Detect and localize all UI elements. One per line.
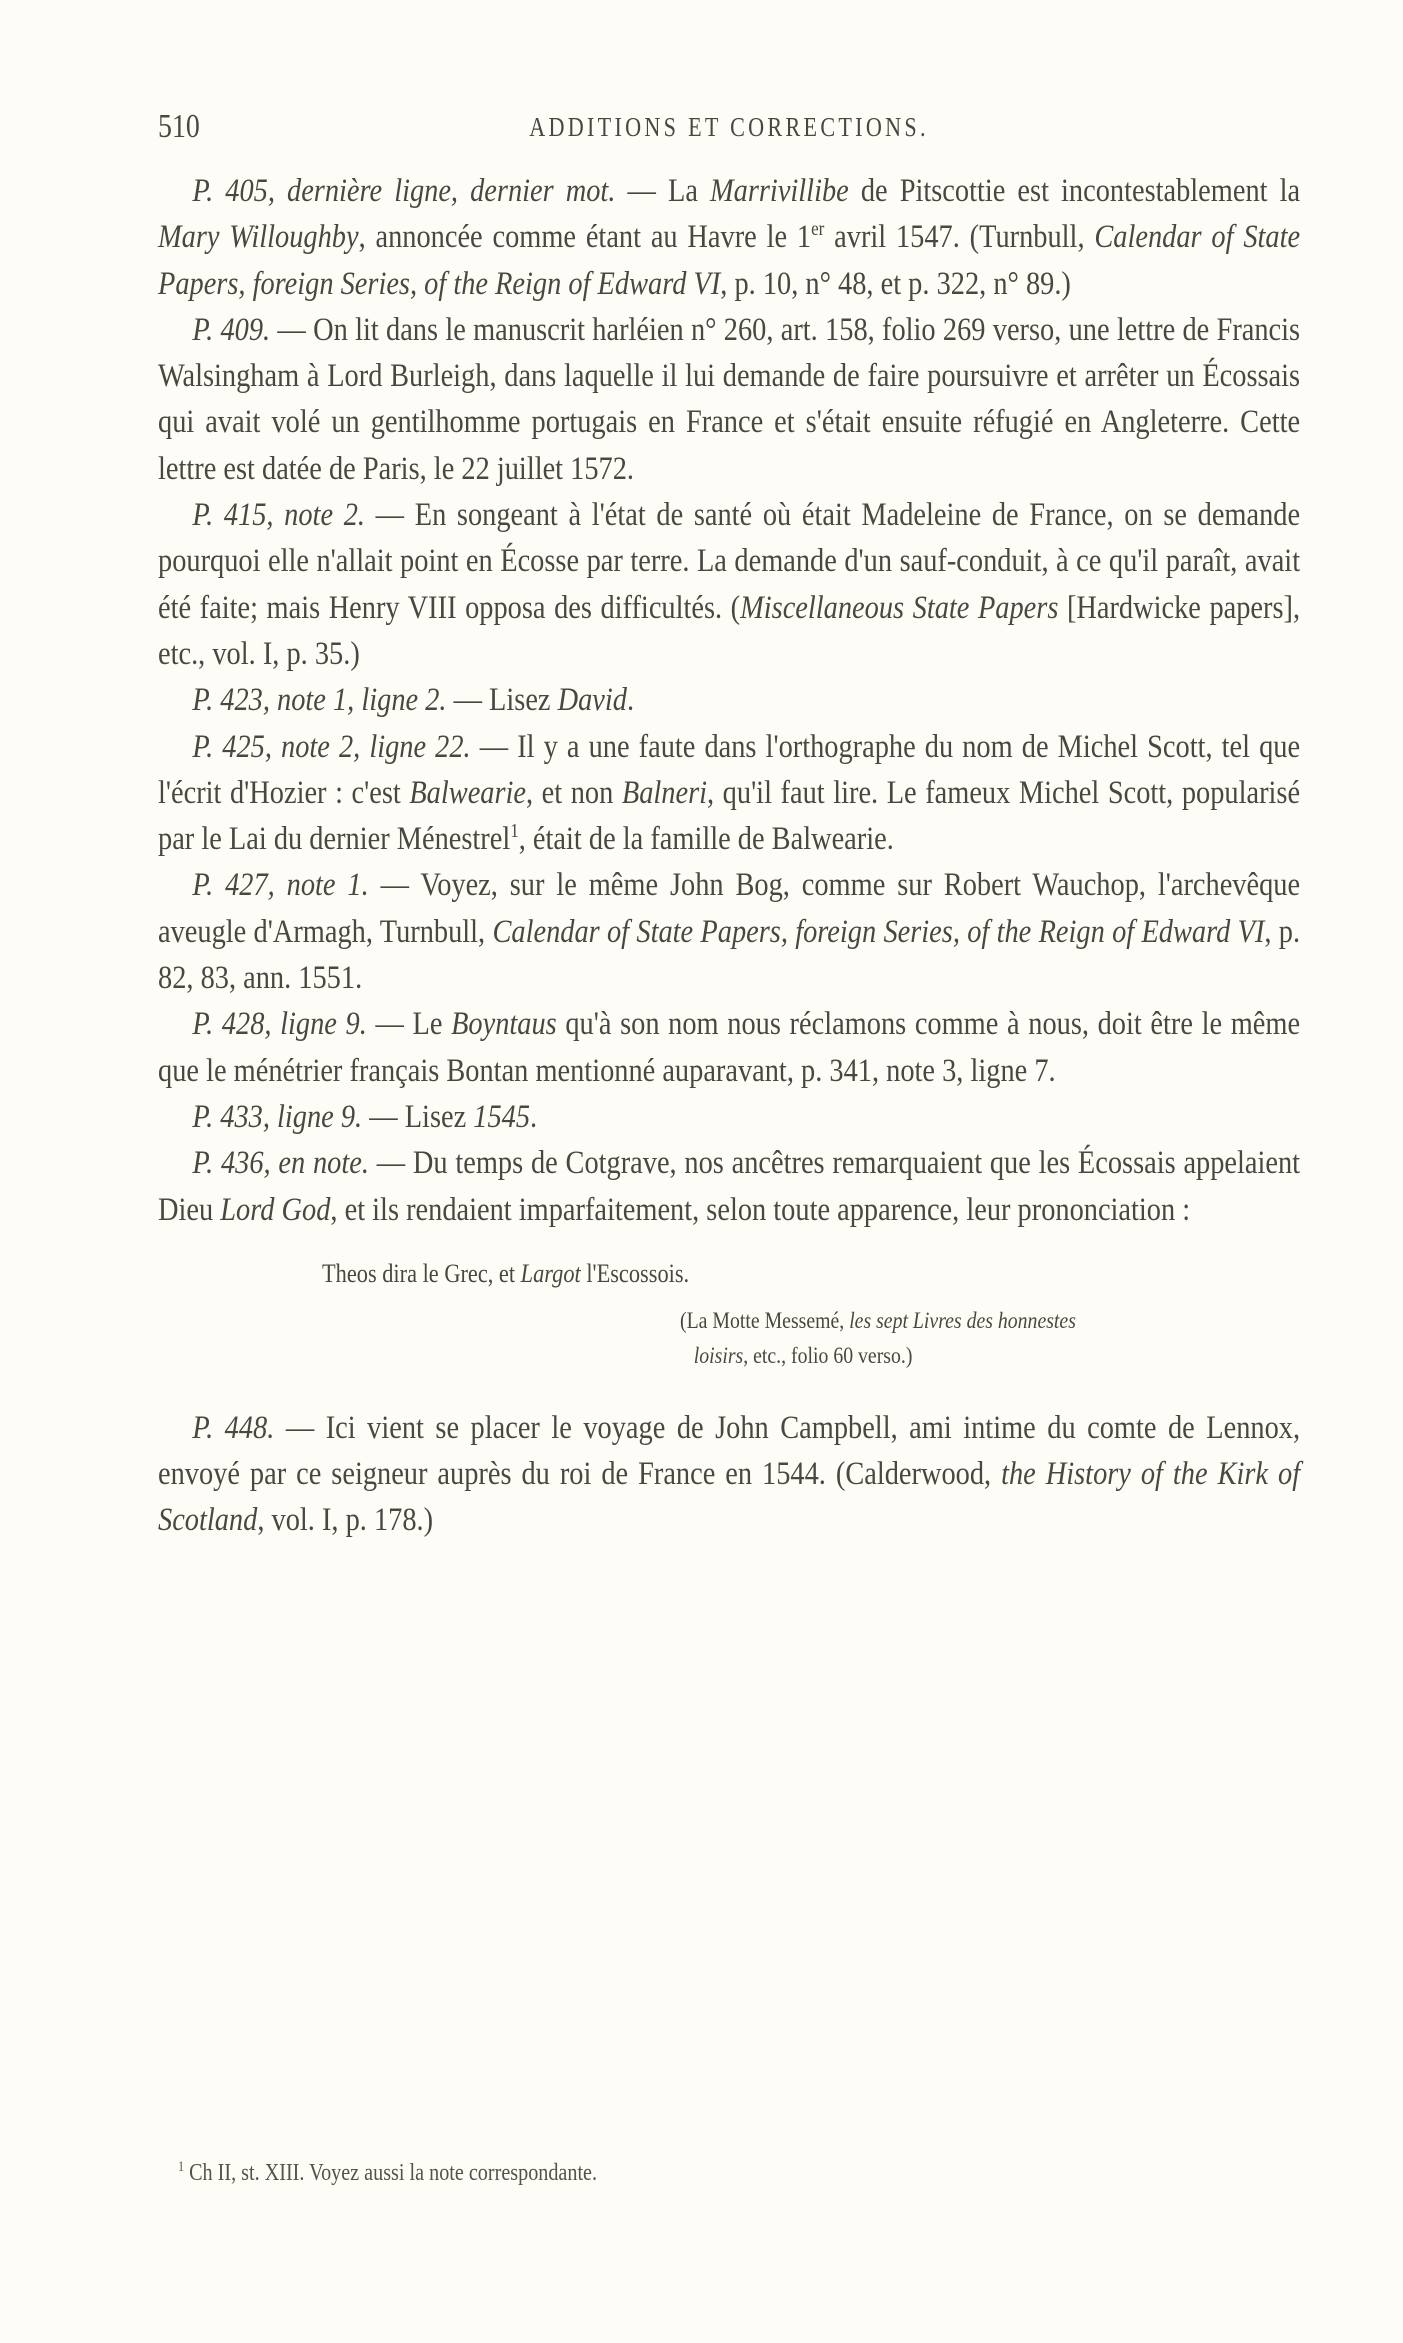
- italic-text: David: [557, 682, 627, 719]
- page-reference: P. 423, note 1, ligne 2.: [192, 682, 447, 719]
- correction-entry: [158, 1140, 1300, 1233]
- italic-text: Largot: [520, 1258, 581, 1288]
- text-run: , et ils rendaient imparfaitement, selon toute apparence, leur prononciation :: [330, 1191, 1191, 1228]
- page-reference: P. 427, note 1.: [192, 867, 369, 904]
- text-run: , etc., folio 60 verso.): [743, 1342, 913, 1368]
- italic-text: Calendar of State Papers, foreign Series, of the Reign of Edward VI: [492, 913, 1265, 950]
- text-run: avril 1547. (Turnbull,: [824, 219, 1095, 256]
- correction-entry: [158, 492, 1300, 677]
- italic-text: Calendar of State Papers, foreign Series, of the Reign of Edward VI: [158, 219, 1301, 302]
- page-reference: P. 409.: [192, 311, 271, 348]
- text-run: — Il y a une faute dans l'orthographe du nom de Michel Scott, tel que l'écrit d'Hozier : c'est: [158, 728, 1301, 811]
- italic-text: Boyntaus: [451, 1006, 557, 1043]
- correction-entry: [158, 724, 1300, 863]
- correction-entry: [158, 1405, 1300, 1544]
- page-number: 510: [158, 108, 200, 145]
- footnote: [178, 2160, 597, 2187]
- text-run: — En songeant à l'état de santé où était Madeleine de France, on se demande pourquoi elle n'allait point en Écosse par terre. La demande d'un sauf-conduit, à ce qu'il paraît, avait été faite; mais Henry VIII opposa des difficultés. (: [158, 497, 1301, 626]
- italic-text: loisirs: [693, 1342, 744, 1368]
- footnote-marker: 1: [178, 2159, 185, 2175]
- italic-text: 1545: [473, 1098, 531, 1135]
- page-reference: P. 415, note 2.: [192, 497, 366, 534]
- entries-list: [158, 168, 1300, 1233]
- verse-quote: [158, 1251, 1300, 1381]
- text-run: de Pitscottie est incontestablement la: [848, 173, 1301, 209]
- text-run: — La: [615, 173, 711, 209]
- correction-entry: [158, 168, 1300, 307]
- text-run: Theos dira le Grec, et: [322, 1258, 521, 1288]
- text-run: qu'à son nom nous réclamons comme à nous, doit être le même que le ménétrier français Bontan mentionné auparavant, p. 341, note 3, ligne 7.: [158, 1006, 1301, 1089]
- text-run: (La Motte Messemé,: [680, 1307, 850, 1333]
- page-reference: P. 436, en note.: [192, 1145, 369, 1182]
- text-run: — Du temps de Cotgrave, nos ancêtres remarquaient que les Écossais appelaient Dieu: [158, 1145, 1301, 1228]
- citation-line-1: [680, 1308, 1076, 1333]
- correction-entry: [158, 677, 1300, 723]
- text-run: — Lisez: [446, 682, 558, 719]
- italic-text: Miscellaneous State Papers: [740, 589, 1059, 626]
- correction-entry: [158, 1001, 1300, 1094]
- correction-entry: [158, 862, 1300, 1001]
- page-reference: P. 425, note 2, ligne 22.: [192, 728, 471, 765]
- final-entry: [158, 1405, 1300, 1544]
- text-run: .: [530, 1098, 538, 1135]
- text-run: , vol. I, p. 178.): [257, 1502, 434, 1539]
- page-reference: P. 448.: [192, 1409, 275, 1446]
- text-run: , p. 82, 83, ann. 1551.: [158, 913, 1301, 997]
- body-text: [158, 168, 1300, 1544]
- quote-citation: [680, 1303, 1299, 1373]
- text-run: — Ici vient se placer le voyage de John Campbell, ami intime du comte de Lennox, envoyé par ce seigneur auprès du roi de France en 1544. (Calderwood,: [158, 1409, 1301, 1493]
- text-run: l'Escossois.: [580, 1258, 690, 1288]
- correction-entry: [158, 1094, 1300, 1140]
- text-run: — Voyez, sur le même John Bog, comme sur Robert Wauchop, l'archevêque aveugle d'Armagh, Turnbull,: [158, 867, 1301, 950]
- text-run: , annoncée comme étant au Havre le 1: [358, 219, 812, 256]
- text-run: , qu'il faut lire. Le fameux Michel Scott, popularisé par le Lai du dernier Ménestrel: [158, 774, 1301, 858]
- italic-text: les sept Livres des honnestes: [849, 1307, 1076, 1333]
- text-run: , p. 10, n° 48, et p. 322, n° 89.): [720, 265, 1071, 302]
- italic-text: Lord God: [220, 1191, 331, 1228]
- italic-text: Balwearie: [409, 774, 527, 811]
- correction-entry: [158, 307, 1300, 492]
- superscript: er: [811, 218, 825, 241]
- footnote-text: Ch II, st. XIII. Voyez aussi la note correspondante.: [184, 2160, 598, 2186]
- page-reference: P. 433, ligne 9.: [192, 1098, 363, 1135]
- italic-text: Balneri: [621, 774, 708, 811]
- text-run: .: [626, 682, 635, 719]
- text-run: , et non: [526, 774, 622, 811]
- text-run: — Le: [366, 1006, 452, 1043]
- quote-line: [322, 1259, 689, 1289]
- text-run: — On lit dans le manuscrit harléien n° 260, art. 158, folio 269 verso, une lettre de Francis Walsingham à Lord Burleigh, dans laquelle il lui demande de faire poursuivre et arrêter un Écossais qui avait volé un gentilhomme portugais en France et s'était ensuite réfugié en Angleterre. Cette lettre est datée de Paris, le 22 juillet 1572.: [158, 311, 1301, 487]
- page-reference: P. 405, dernière ligne, dernier mot.: [192, 173, 616, 209]
- text-run: [Hardwicke papers], etc., vol. I, p. 35.): [158, 589, 1301, 672]
- citation-line-2: [680, 1338, 1299, 1373]
- header-title: ADDITIONS ET CORRECTIONS.: [529, 112, 929, 142]
- italic-text: Marrivillibe: [710, 173, 849, 209]
- italic-text: the History of the Kirk of Scotland: [158, 1456, 1301, 1539]
- text-run: , était de la famille de Balwearie.: [518, 821, 894, 858]
- superscript: 1: [510, 820, 519, 843]
- italic-text: Mary Willoughby: [158, 219, 359, 256]
- running-head: [158, 108, 1300, 158]
- text-run: — Lisez: [362, 1098, 474, 1135]
- page-reference: P. 428, ligne 9.: [192, 1006, 367, 1043]
- document-page: [158, 108, 1300, 1544]
